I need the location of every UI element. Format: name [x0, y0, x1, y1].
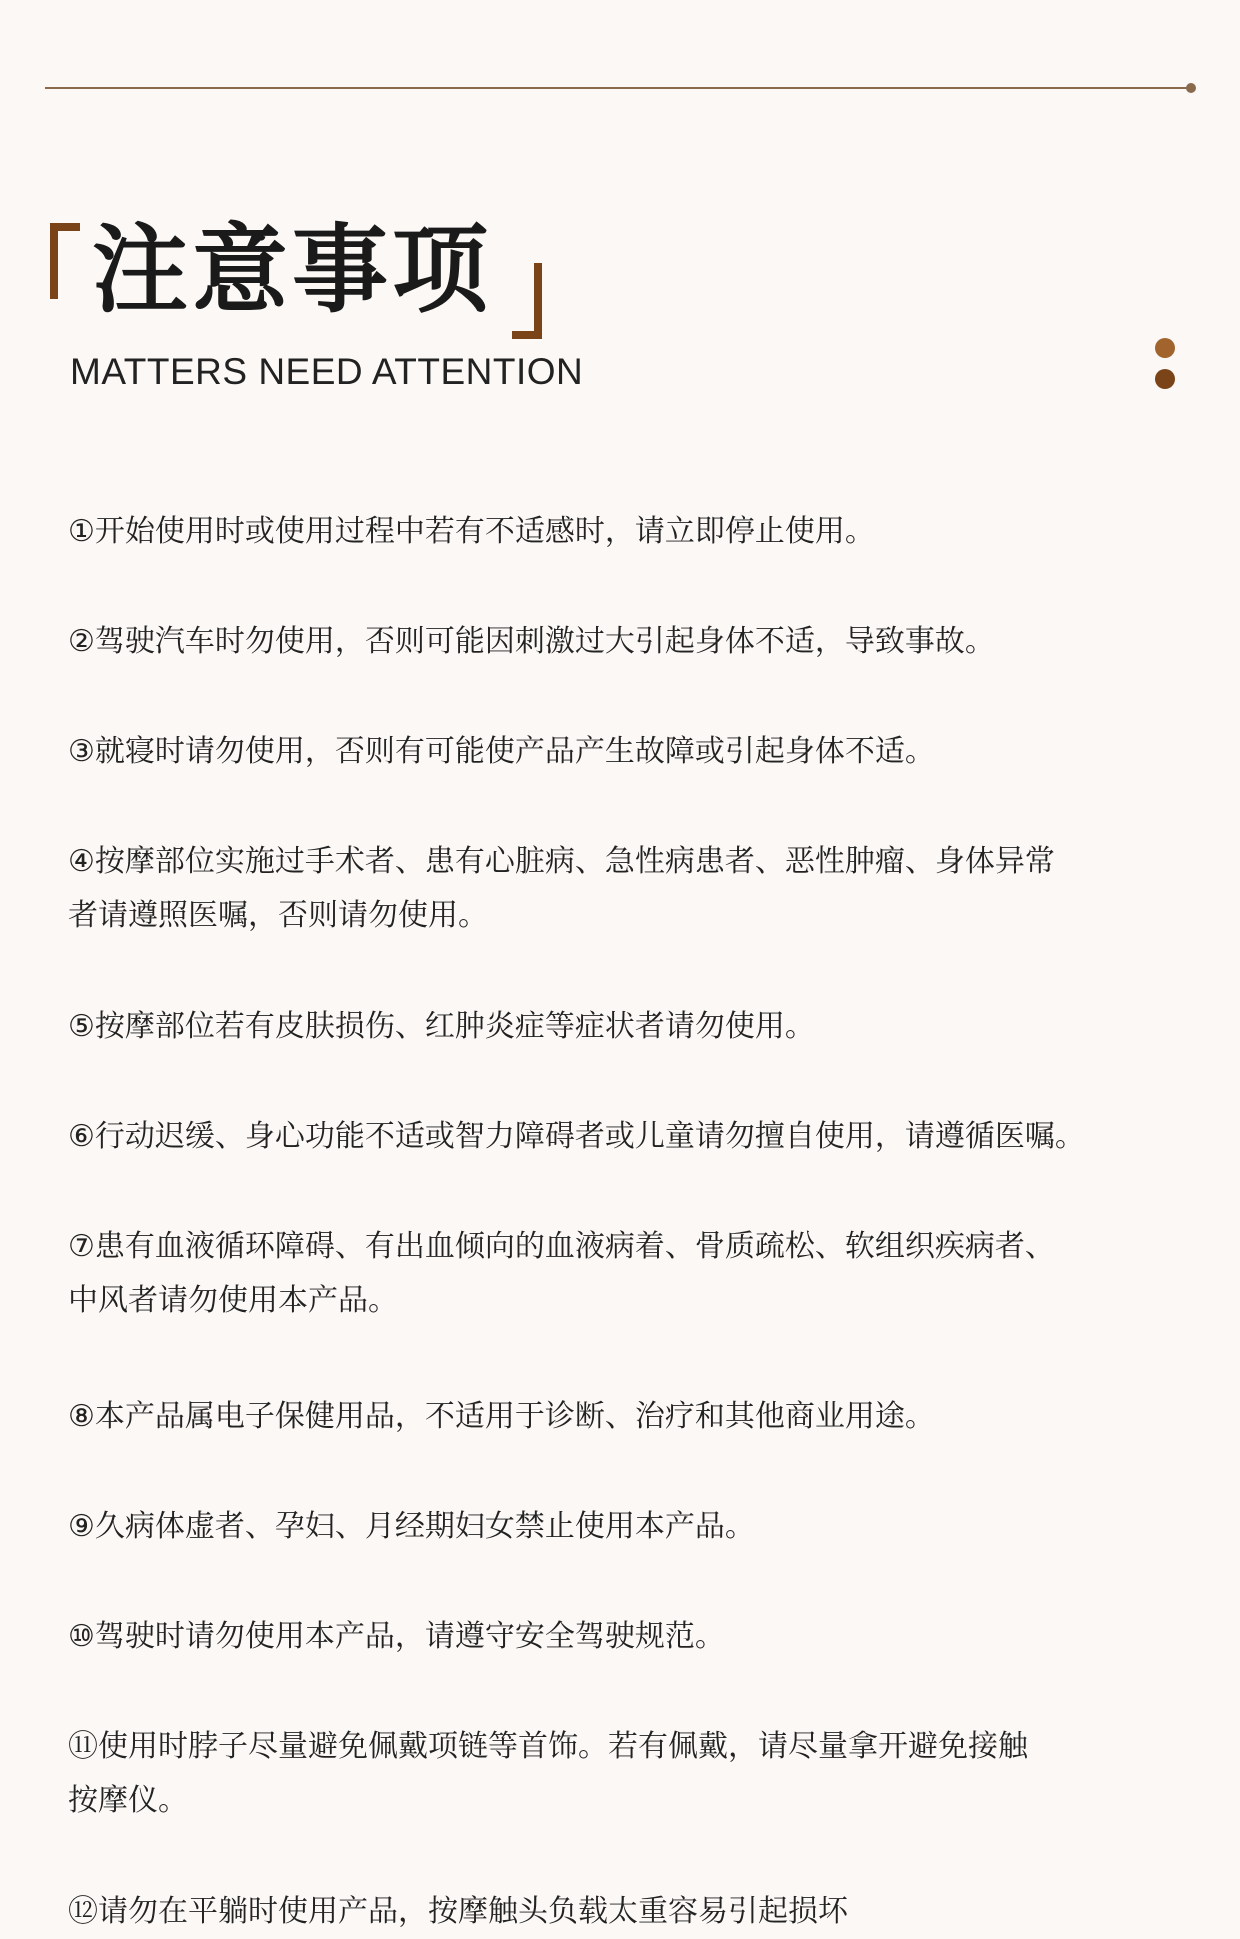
- note-item: [68, 1110, 1188, 1164]
- note-line: ⑧本产品属电子保健用品，不适用于诊断、治疗和其他商业用途。: [68, 1399, 935, 1434]
- top-divider-line: [45, 87, 1192, 89]
- note-line: ②驾驶汽车时勿使用，否则可能因刺激过大引起身体不适，导致事故。: [68, 624, 995, 659]
- note-item: [68, 835, 1188, 943]
- note-item: [68, 1220, 1188, 1328]
- note-item: [68, 505, 1188, 559]
- note-line: ⑫请勿在平躺时使用产品，按摩触头负载太重容易引起损坏: [68, 1894, 848, 1929]
- note-item: [68, 1390, 1188, 1444]
- close-corner-bracket: [512, 263, 542, 339]
- note-item: [68, 1000, 1188, 1054]
- note-item: [68, 1500, 1188, 1554]
- note-item: [68, 1610, 1188, 1664]
- note-item: [68, 725, 1188, 779]
- note-item: [68, 615, 1188, 669]
- note-line: 者请遵照医嘱，否则请勿使用。: [68, 898, 488, 933]
- note-line: ⑦患有血液循环障碍、有出血倾向的血液病着、骨质疏松、软组织疾病者、: [68, 1229, 1055, 1264]
- note-line: ⑥行动迟缓、身心功能不适或智力障碍者或儿童请勿擅自使用，请遵循医嘱。: [68, 1119, 1085, 1154]
- decorative-dot-bottom: [1155, 369, 1175, 389]
- decorative-dot-top: [1155, 338, 1175, 358]
- note-line: ④按摩部位实施过手术者、患有心脏病、急性病患者、恶性肿瘤、身体异常: [68, 844, 1055, 879]
- page-title: 注意事项: [92, 214, 492, 326]
- divider-end-dot: [1186, 83, 1196, 93]
- note-line: ③就寝时请勿使用，否则有可能使产品产生故障或引起身体不适。: [68, 734, 935, 769]
- note-item: [68, 1885, 1188, 1939]
- note-line: ⑨久病体虚者、孕妇、月经期妇女禁止使用本产品。: [68, 1509, 755, 1544]
- note-item: [68, 1720, 1188, 1828]
- page-subtitle: MATTERS NEED ATTENTION: [70, 351, 584, 392]
- note-line: 按摩仪。: [68, 1783, 188, 1818]
- open-corner-bracket: [50, 223, 80, 299]
- note-line: 中风者请勿使用本产品。: [68, 1283, 398, 1318]
- note-line: ⑤按摩部位若有皮肤损伤、红肿炎症等症状者请勿使用。: [68, 1009, 815, 1044]
- note-line: ①开始使用时或使用过程中若有不适感时，请立即停止使用。: [68, 514, 875, 549]
- note-line: ⑪使用时脖子尽量避免佩戴项链等首饰。若有佩戴，请尽量拿开避免接触: [68, 1729, 1028, 1764]
- note-line: ⑩驾驶时请勿使用本产品，请遵守安全驾驶规范。: [68, 1619, 725, 1654]
